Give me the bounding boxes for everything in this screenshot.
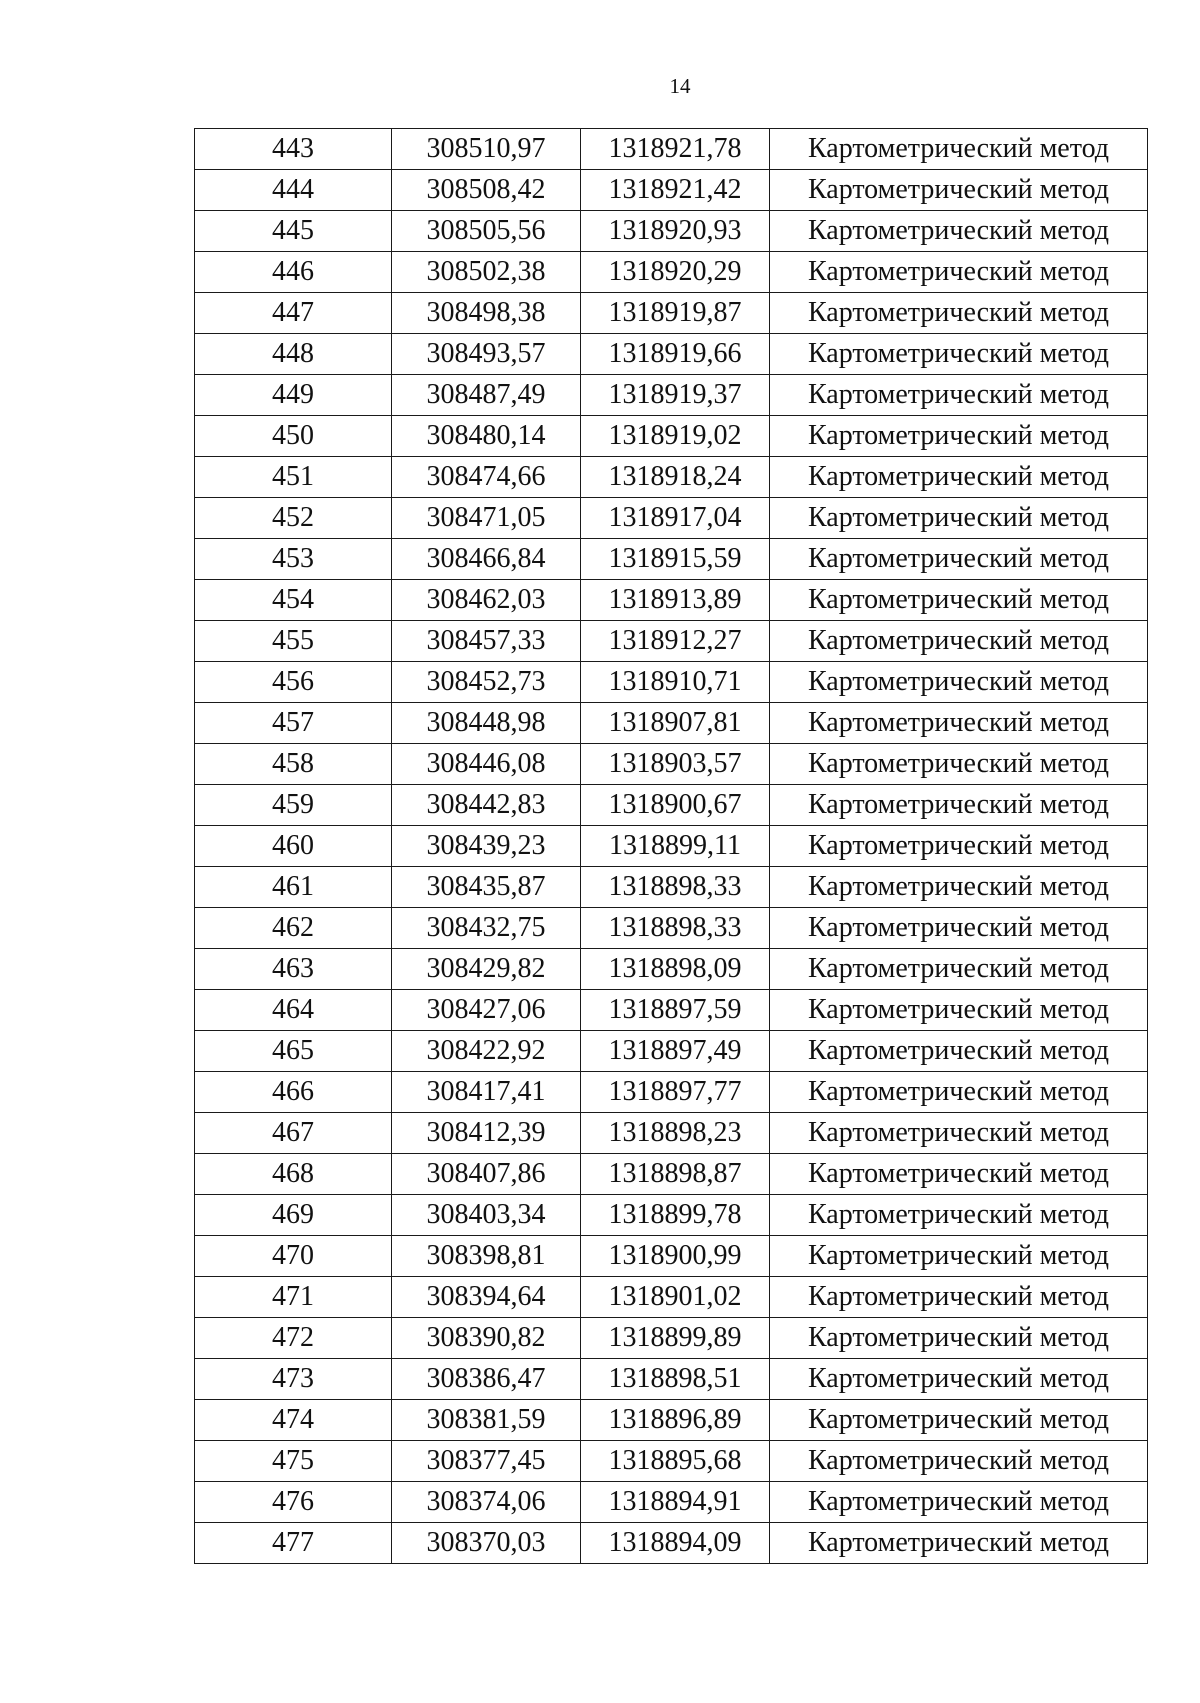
table-row — [195, 1441, 1148, 1482]
y-coordinate-cell: 1318897,77 — [581, 1072, 770, 1113]
table-row — [195, 1072, 1148, 1113]
method-cell: Картометрический метод — [770, 252, 1148, 293]
table-row — [195, 990, 1148, 1031]
y-coordinate-cell: 1318899,78 — [581, 1195, 770, 1236]
x-coordinate-cell: 308439,23 — [392, 826, 581, 867]
table-row — [195, 826, 1148, 867]
y-coordinate-cell: 1318907,81 — [581, 703, 770, 744]
table-row — [195, 1154, 1148, 1195]
table-row — [195, 785, 1148, 826]
table-row — [195, 211, 1148, 252]
method-cell: Картометрический метод — [770, 1523, 1148, 1564]
table-row — [195, 1277, 1148, 1318]
point-number-cell: 471 — [195, 1277, 392, 1318]
table-row — [195, 334, 1148, 375]
point-number-cell: 444 — [195, 170, 392, 211]
table-row — [195, 170, 1148, 211]
table-row — [195, 252, 1148, 293]
point-number-cell: 464 — [195, 990, 392, 1031]
point-number-cell: 462 — [195, 908, 392, 949]
table-row — [195, 867, 1148, 908]
x-coordinate-cell: 308457,33 — [392, 621, 581, 662]
method-cell: Картометрический метод — [770, 744, 1148, 785]
table-row — [195, 457, 1148, 498]
y-coordinate-cell: 1318918,24 — [581, 457, 770, 498]
y-coordinate-cell: 1318895,68 — [581, 1441, 770, 1482]
x-coordinate-cell: 308466,84 — [392, 539, 581, 580]
method-cell: Картометрический метод — [770, 539, 1148, 580]
y-coordinate-cell: 1318915,59 — [581, 539, 770, 580]
point-number-cell: 465 — [195, 1031, 392, 1072]
method-cell: Картометрический метод — [770, 949, 1148, 990]
method-cell: Картометрический метод — [770, 703, 1148, 744]
y-coordinate-cell: 1318900,67 — [581, 785, 770, 826]
point-number-cell: 469 — [195, 1195, 392, 1236]
method-cell: Картометрический метод — [770, 1359, 1148, 1400]
table-row — [195, 949, 1148, 990]
method-cell: Картометрический метод — [770, 1441, 1148, 1482]
x-coordinate-cell: 308370,03 — [392, 1523, 581, 1564]
point-number-cell: 455 — [195, 621, 392, 662]
x-coordinate-cell: 308403,34 — [392, 1195, 581, 1236]
x-coordinate-cell: 308505,56 — [392, 211, 581, 252]
method-cell: Картометрический метод — [770, 867, 1148, 908]
y-coordinate-cell: 1318894,91 — [581, 1482, 770, 1523]
y-coordinate-cell: 1318919,37 — [581, 375, 770, 416]
x-coordinate-cell: 308493,57 — [392, 334, 581, 375]
x-coordinate-cell: 308487,49 — [392, 375, 581, 416]
y-coordinate-cell: 1318900,99 — [581, 1236, 770, 1277]
method-cell: Картометрический метод — [770, 498, 1148, 539]
method-cell: Картометрический метод — [770, 1400, 1148, 1441]
coordinates-table — [194, 128, 1148, 1564]
y-coordinate-cell: 1318899,11 — [581, 826, 770, 867]
method-cell: Картометрический метод — [770, 1195, 1148, 1236]
y-coordinate-cell: 1318920,29 — [581, 252, 770, 293]
table-row — [195, 744, 1148, 785]
x-coordinate-cell: 308502,38 — [392, 252, 581, 293]
x-coordinate-cell: 308394,64 — [392, 1277, 581, 1318]
table-row — [195, 908, 1148, 949]
y-coordinate-cell: 1318913,89 — [581, 580, 770, 621]
y-coordinate-cell: 1318919,66 — [581, 334, 770, 375]
table-row — [195, 662, 1148, 703]
method-cell: Картометрический метод — [770, 1482, 1148, 1523]
y-coordinate-cell: 1318897,59 — [581, 990, 770, 1031]
point-number-cell: 477 — [195, 1523, 392, 1564]
method-cell: Картометрический метод — [770, 662, 1148, 703]
point-number-cell: 458 — [195, 744, 392, 785]
x-coordinate-cell: 308429,82 — [392, 949, 581, 990]
x-coordinate-cell: 308374,06 — [392, 1482, 581, 1523]
point-number-cell: 447 — [195, 293, 392, 334]
point-number-cell: 454 — [195, 580, 392, 621]
point-number-cell: 450 — [195, 416, 392, 457]
point-number-cell: 448 — [195, 334, 392, 375]
y-coordinate-cell: 1318898,23 — [581, 1113, 770, 1154]
table-row — [195, 416, 1148, 457]
point-number-cell: 473 — [195, 1359, 392, 1400]
method-cell: Картометрический метод — [770, 580, 1148, 621]
x-coordinate-cell: 308377,45 — [392, 1441, 581, 1482]
point-number-cell: 459 — [195, 785, 392, 826]
y-coordinate-cell: 1318920,93 — [581, 211, 770, 252]
method-cell: Картометрический метод — [770, 375, 1148, 416]
method-cell: Картометрический метод — [770, 1113, 1148, 1154]
point-number-cell: 466 — [195, 1072, 392, 1113]
method-cell: Картометрический метод — [770, 1277, 1148, 1318]
y-coordinate-cell: 1318896,89 — [581, 1400, 770, 1441]
x-coordinate-cell: 308412,39 — [392, 1113, 581, 1154]
point-number-cell: 476 — [195, 1482, 392, 1523]
page-number: 14 — [669, 74, 691, 98]
method-cell: Картометрический метод — [770, 457, 1148, 498]
x-coordinate-cell: 308422,92 — [392, 1031, 581, 1072]
point-number-cell: 456 — [195, 662, 392, 703]
y-coordinate-cell: 1318898,09 — [581, 949, 770, 990]
point-number-cell: 463 — [195, 949, 392, 990]
method-cell: Картометрический метод — [770, 1154, 1148, 1195]
table-row — [195, 621, 1148, 662]
x-coordinate-cell: 308446,08 — [392, 744, 581, 785]
point-number-cell: 446 — [195, 252, 392, 293]
y-coordinate-cell: 1318919,02 — [581, 416, 770, 457]
x-coordinate-cell: 308442,83 — [392, 785, 581, 826]
point-number-cell: 460 — [195, 826, 392, 867]
point-number-cell: 470 — [195, 1236, 392, 1277]
table-row — [195, 129, 1148, 170]
x-coordinate-cell: 308510,97 — [392, 129, 581, 170]
table-row — [195, 1400, 1148, 1441]
x-coordinate-cell: 308417,41 — [392, 1072, 581, 1113]
table-row — [195, 1236, 1148, 1277]
method-cell: Картометрический метод — [770, 990, 1148, 1031]
table-row — [195, 293, 1148, 334]
method-cell: Картометрический метод — [770, 621, 1148, 662]
x-coordinate-cell: 308508,42 — [392, 170, 581, 211]
point-number-cell: 445 — [195, 211, 392, 252]
y-coordinate-cell: 1318921,78 — [581, 129, 770, 170]
y-coordinate-cell: 1318897,49 — [581, 1031, 770, 1072]
table-row — [195, 375, 1148, 416]
x-coordinate-cell: 308448,98 — [392, 703, 581, 744]
method-cell: Картометрический метод — [770, 211, 1148, 252]
x-coordinate-cell: 308462,03 — [392, 580, 581, 621]
method-cell: Картометрический метод — [770, 1318, 1148, 1359]
method-cell: Картометрический метод — [770, 129, 1148, 170]
y-coordinate-cell: 1318903,57 — [581, 744, 770, 785]
y-coordinate-cell: 1318899,89 — [581, 1318, 770, 1359]
y-coordinate-cell: 1318910,71 — [581, 662, 770, 703]
method-cell: Картометрический метод — [770, 785, 1148, 826]
method-cell: Картометрический метод — [770, 1072, 1148, 1113]
x-coordinate-cell: 308386,47 — [392, 1359, 581, 1400]
method-cell: Картометрический метод — [770, 293, 1148, 334]
x-coordinate-cell: 308398,81 — [392, 1236, 581, 1277]
method-cell: Картометрический метод — [770, 1236, 1148, 1277]
point-number-cell: 461 — [195, 867, 392, 908]
x-coordinate-cell: 308381,59 — [392, 1400, 581, 1441]
y-coordinate-cell: 1318921,42 — [581, 170, 770, 211]
method-cell: Картометрический метод — [770, 1031, 1148, 1072]
point-number-cell: 449 — [195, 375, 392, 416]
table-row — [195, 1195, 1148, 1236]
table-row — [195, 1318, 1148, 1359]
x-coordinate-cell: 308427,06 — [392, 990, 581, 1031]
table-row — [195, 498, 1148, 539]
method-cell: Картометрический метод — [770, 170, 1148, 211]
x-coordinate-cell: 308480,14 — [392, 416, 581, 457]
method-cell: Картометрический метод — [770, 416, 1148, 457]
point-number-cell: 468 — [195, 1154, 392, 1195]
point-number-cell: 452 — [195, 498, 392, 539]
point-number-cell: 451 — [195, 457, 392, 498]
y-coordinate-cell: 1318917,04 — [581, 498, 770, 539]
table-row — [195, 1482, 1148, 1523]
table-row — [195, 580, 1148, 621]
point-number-cell: 453 — [195, 539, 392, 580]
y-coordinate-cell: 1318898,51 — [581, 1359, 770, 1400]
point-number-cell: 475 — [195, 1441, 392, 1482]
x-coordinate-cell: 308407,86 — [392, 1154, 581, 1195]
y-coordinate-cell: 1318898,87 — [581, 1154, 770, 1195]
x-coordinate-cell: 308432,75 — [392, 908, 581, 949]
y-coordinate-cell: 1318919,87 — [581, 293, 770, 334]
y-coordinate-cell: 1318912,27 — [581, 621, 770, 662]
method-cell: Картометрический метод — [770, 908, 1148, 949]
method-cell: Картометрический метод — [770, 334, 1148, 375]
y-coordinate-cell: 1318898,33 — [581, 908, 770, 949]
y-coordinate-cell: 1318898,33 — [581, 867, 770, 908]
table-row — [195, 703, 1148, 744]
table-row — [195, 1523, 1148, 1564]
x-coordinate-cell: 308471,05 — [392, 498, 581, 539]
method-cell: Картометрический метод — [770, 826, 1148, 867]
point-number-cell: 467 — [195, 1113, 392, 1154]
point-number-cell: 457 — [195, 703, 392, 744]
point-number-cell: 472 — [195, 1318, 392, 1359]
table-row — [195, 1359, 1148, 1400]
x-coordinate-cell: 308435,87 — [392, 867, 581, 908]
table-row — [195, 1031, 1148, 1072]
x-coordinate-cell: 308474,66 — [392, 457, 581, 498]
point-number-cell: 474 — [195, 1400, 392, 1441]
x-coordinate-cell: 308452,73 — [392, 662, 581, 703]
y-coordinate-cell: 1318894,09 — [581, 1523, 770, 1564]
table-row — [195, 1113, 1148, 1154]
x-coordinate-cell: 308390,82 — [392, 1318, 581, 1359]
coordinates-table-body — [195, 129, 1148, 1564]
x-coordinate-cell: 308498,38 — [392, 293, 581, 334]
y-coordinate-cell: 1318901,02 — [581, 1277, 770, 1318]
point-number-cell: 443 — [195, 129, 392, 170]
table-row — [195, 539, 1148, 580]
